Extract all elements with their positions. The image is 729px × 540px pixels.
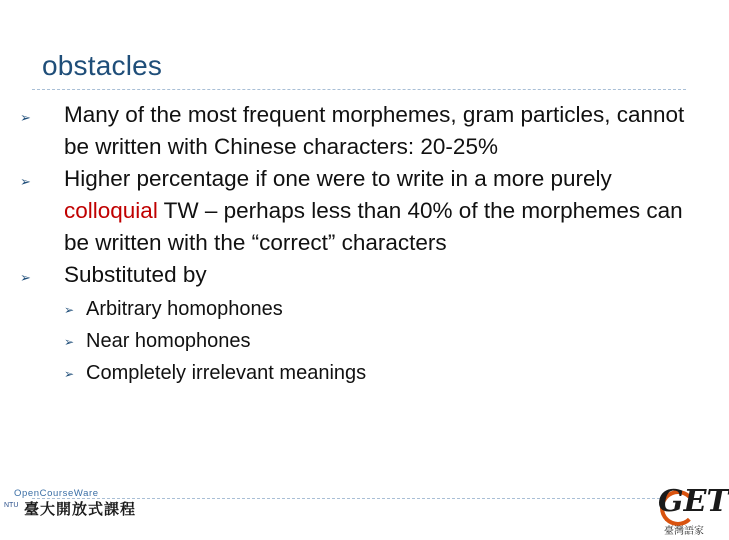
sub-bullet-item xyxy=(20,325,700,357)
ocw-chinese-label: 臺大開放式課程 xyxy=(24,500,137,518)
bullet-text: Many of the most frequent morphemes, gram particles, cannot be written with Chinese characters: 20-25% xyxy=(64,102,685,159)
bullet-icon: ➢ xyxy=(20,174,31,189)
highlight-word: colloquial xyxy=(64,198,158,223)
get-chinese-label: 臺灣語家 xyxy=(664,526,704,537)
get-logo xyxy=(650,478,729,540)
bullet-list xyxy=(20,99,700,389)
sub-bullet-text: Completely irrelevant meanings xyxy=(86,362,367,384)
bullet-item xyxy=(20,99,700,163)
bullet-icon: ➢ xyxy=(20,270,31,285)
sub-bullet-item xyxy=(20,293,700,325)
bullet-icon: ➢ xyxy=(20,110,31,125)
bullet-icon: ➢ xyxy=(64,335,75,349)
bullet-item xyxy=(20,259,700,291)
sub-bullet-text: Arbitrary homophones xyxy=(86,298,283,320)
bullet-item xyxy=(20,163,700,259)
sub-bullet-item xyxy=(20,357,700,389)
bullet-text-before: Higher percentage if one were to write in a more purely xyxy=(64,166,612,191)
get-logo-text: GET xyxy=(658,484,729,519)
slide-title: obstacles xyxy=(42,50,163,81)
ocw-label: OpenCourseWare xyxy=(14,488,99,499)
ntu-mark: NTU xyxy=(4,502,19,509)
bullet-text: Substituted by xyxy=(64,262,207,287)
ntu-ocw-logo xyxy=(4,488,164,516)
bullet-text-after: TW – perhaps less than 40% of the morphemes can be written with the “correct” characters xyxy=(64,198,683,255)
sub-bullet-text: Near homophones xyxy=(86,330,251,352)
sub-bullet-list xyxy=(20,293,700,389)
title-divider xyxy=(32,89,686,90)
bullet-icon: ➢ xyxy=(64,303,75,317)
bullet-icon: ➢ xyxy=(64,367,75,381)
